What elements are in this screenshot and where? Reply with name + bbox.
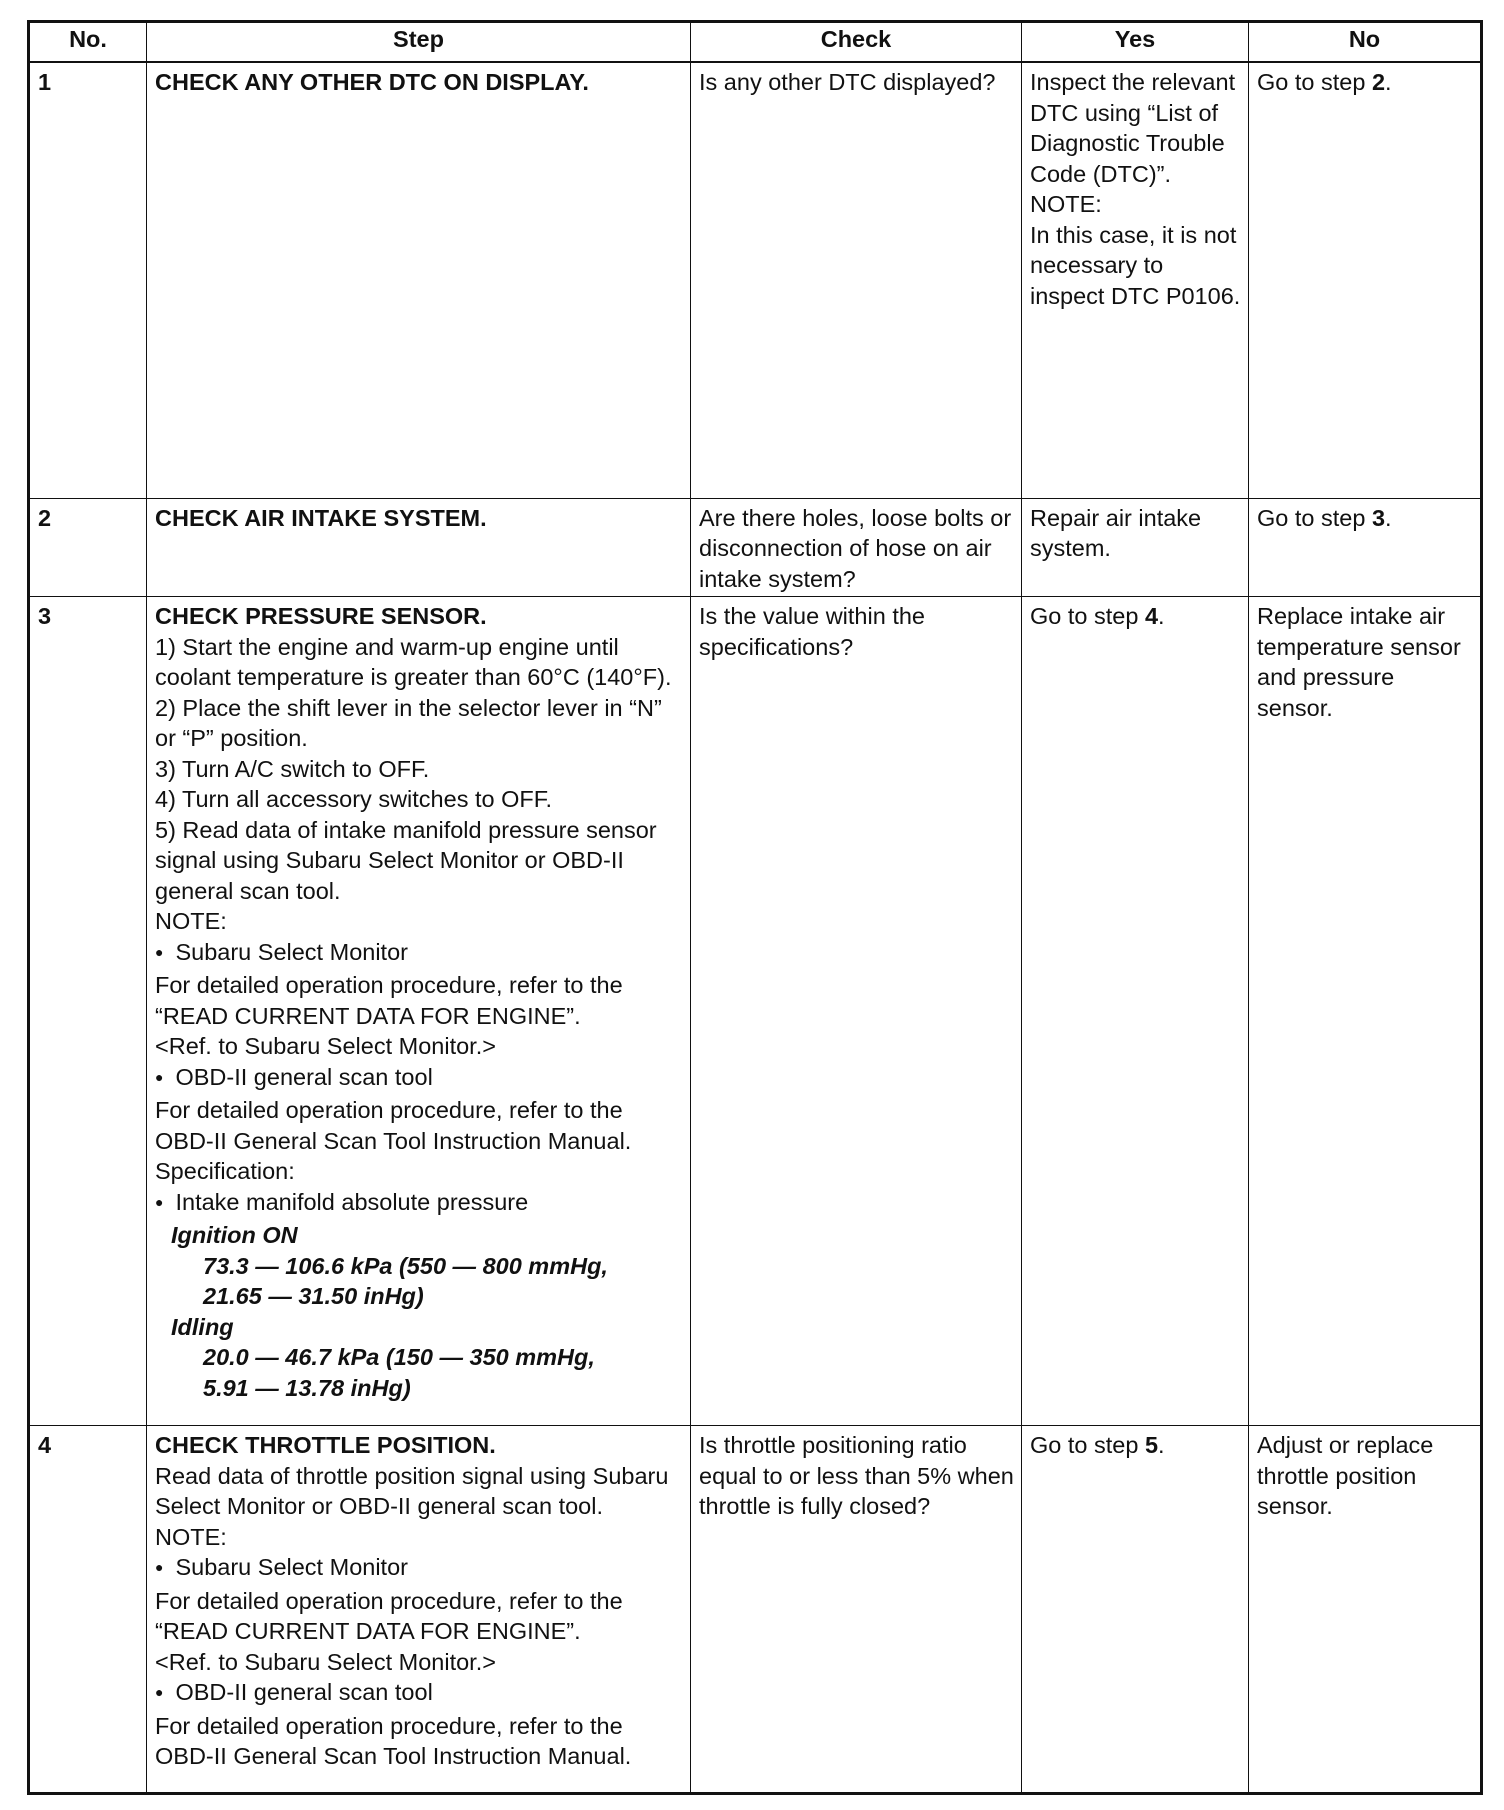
yes-text-prefix: Go to step <box>1030 1432 1145 1458</box>
step-instruction: 1) Start the engine and warm-up engine until coolant temperature is greater than 60°C (140°F). <box>155 633 672 690</box>
header-yes: Yes <box>1022 22 1249 63</box>
check-cell: Is throttle positioning ratio equal to or less than 5% when throttle is fully closed? <box>691 1426 1022 1794</box>
table-row <box>29 498 1482 597</box>
header-step: Step <box>147 22 691 63</box>
step-cell <box>147 498 691 597</box>
step-cell <box>147 62 691 498</box>
no-text-suffix: . <box>1385 69 1392 95</box>
table-row <box>29 1426 1482 1794</box>
bullet-item: ● OBD-II general scan tool <box>155 1062 683 1096</box>
note-label: NOTE: <box>155 908 227 934</box>
check-cell: Is any other DTC displayed? <box>691 62 1022 498</box>
step-instruction: For detailed operation procedure, refer to the “READ CURRENT DATA FOR ENGINE”. <box>155 1587 623 1644</box>
yes-text-suffix: . <box>1158 603 1165 629</box>
reference-text: <Ref. to Subaru Select Monitor.> <box>155 1648 496 1675</box>
note-label: NOTE: <box>1030 191 1102 217</box>
no-text-prefix: Go to step <box>1257 504 1372 531</box>
step-instruction: 3) Turn A/C switch to OFF. <box>155 755 430 782</box>
step-instruction: For detailed operation procedure, refer to the OBD-II General Scan Tool Instruction Manual. <box>155 1097 632 1154</box>
spec-value: 5.91 — 13.78 inHg) <box>203 1374 411 1401</box>
row-number: 2 <box>29 498 147 597</box>
spec-value: 20.0 — 46.7 kPa (150 — 350 mmHg, <box>203 1344 595 1370</box>
step-reference: 5 <box>1144 1432 1159 1458</box>
step-instruction: 2) Place the shift lever in the selector lever in “N” or “P” position. <box>155 694 662 751</box>
note-label: NOTE: <box>155 1523 227 1550</box>
check-cell: Is the value within the specifications? <box>691 597 1022 1426</box>
step-title: CHECK AIR INTAKE SYSTEM. <box>155 504 487 531</box>
step-instruction: For detailed operation procedure, refer to the OBD-II General Scan Tool Instruction Manual. <box>155 1712 632 1769</box>
step-instruction: 5) Read data of intake manifold pressure sensor signal using Subaru Select Monitor or OBD-II general scan tool. <box>155 816 657 904</box>
bullet-item: ● OBD-II general scan tool <box>155 1677 683 1711</box>
step-instruction: For detailed operation procedure, refer to the “READ CURRENT DATA FOR ENGINE”. <box>155 972 623 1029</box>
yes-text: Inspect the relevant DTC using “List of Diagnostic Trouble Code (DTC)”. <box>1030 69 1236 187</box>
table-row <box>29 62 1482 498</box>
no-cell: Replace intake air temperature sensor and pressure sensor. <box>1249 597 1482 1426</box>
row-number: 1 <box>29 62 147 498</box>
yes-cell <box>1022 1426 1249 1794</box>
no-cell <box>1249 498 1482 597</box>
yes-cell: Repair air intake system. <box>1022 498 1249 597</box>
step-instruction: Read data of throttle position signal using Subaru Select Monitor or OBD-II general scan tool. <box>155 1462 669 1519</box>
step-cell <box>147 1426 691 1794</box>
step-reference: 4 <box>1144 603 1159 629</box>
step-reference: 2 <box>1371 69 1386 95</box>
note-text: In this case, it is not necessary to inspect DTC P0106. <box>1030 221 1241 309</box>
yes-cell <box>1022 597 1249 1426</box>
no-text-prefix: Go to step <box>1257 69 1372 95</box>
no-cell: Adjust or replace throttle position sensor. <box>1249 1426 1482 1794</box>
check-cell: Are there holes, loose bolts or disconnection of hose on air intake system? <box>691 498 1022 597</box>
header-row <box>29 22 1482 63</box>
spec-condition: Ignition ON <box>171 1222 298 1248</box>
bullet-item: ● Subaru Select Monitor <box>155 937 683 971</box>
bullet-item: ● Subaru Select Monitor <box>155 1552 683 1586</box>
step-instruction: 4) Turn all accessory switches to OFF. <box>155 786 553 812</box>
yes-text-suffix: . <box>1158 1432 1165 1458</box>
specification-label: Specification: <box>155 1158 295 1184</box>
diagnostic-table <box>27 20 1483 1795</box>
yes-cell <box>1022 62 1249 498</box>
header-no: No. <box>29 22 147 63</box>
step-cell <box>147 597 691 1426</box>
header-check: Check <box>691 22 1022 63</box>
row-number: 4 <box>29 1426 147 1794</box>
no-text-suffix: . <box>1385 504 1392 531</box>
step-reference: 3 <box>1371 504 1386 531</box>
table-row <box>29 597 1482 1426</box>
spec-value: 73.3 — 106.6 kPa (550 — 800 mmHg, <box>203 1252 608 1279</box>
row-number: 3 <box>29 597 147 1426</box>
yes-text-prefix: Go to step <box>1030 603 1145 629</box>
reference-text: <Ref. to Subaru Select Monitor.> <box>155 1033 496 1059</box>
header-no-result: No <box>1249 22 1482 63</box>
bullet-item: ● Intake manifold absolute pressure <box>155 1187 683 1221</box>
step-title: CHECK THROTTLE POSITION. <box>155 1432 496 1458</box>
step-title: CHECK PRESSURE SENSOR. <box>155 603 487 629</box>
spec-value: 21.65 — 31.50 inHg) <box>203 1283 424 1309</box>
no-cell <box>1249 62 1482 498</box>
spec-condition: Idling <box>171 1313 234 1340</box>
step-title: CHECK ANY OTHER DTC ON DISPLAY. <box>155 69 589 95</box>
